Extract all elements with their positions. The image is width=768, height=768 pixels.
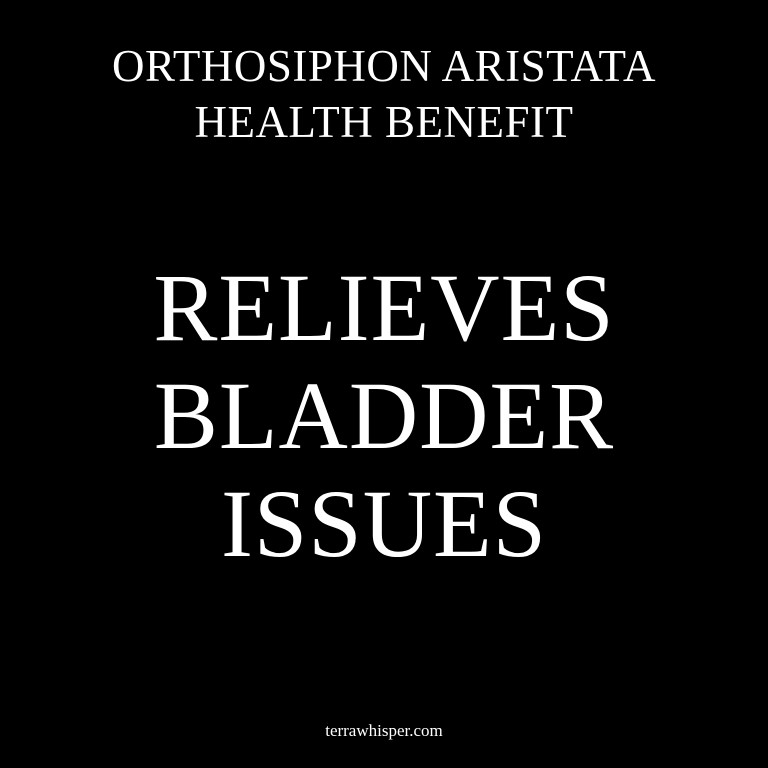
website-credit: terrawhisper.com <box>325 721 443 740</box>
title-line-plant-name: ORTHOSIPHON ARISTATA <box>112 41 656 91</box>
benefit-heading <box>0 254 768 578</box>
title-line-subtitle: HEALTH BENEFIT <box>194 97 574 147</box>
page-title <box>0 38 768 150</box>
benefit-line-1: RELIEVES <box>153 254 615 361</box>
benefit-line-3: ISSUES <box>220 470 548 577</box>
benefit-line-2: BLADDER <box>153 362 615 469</box>
